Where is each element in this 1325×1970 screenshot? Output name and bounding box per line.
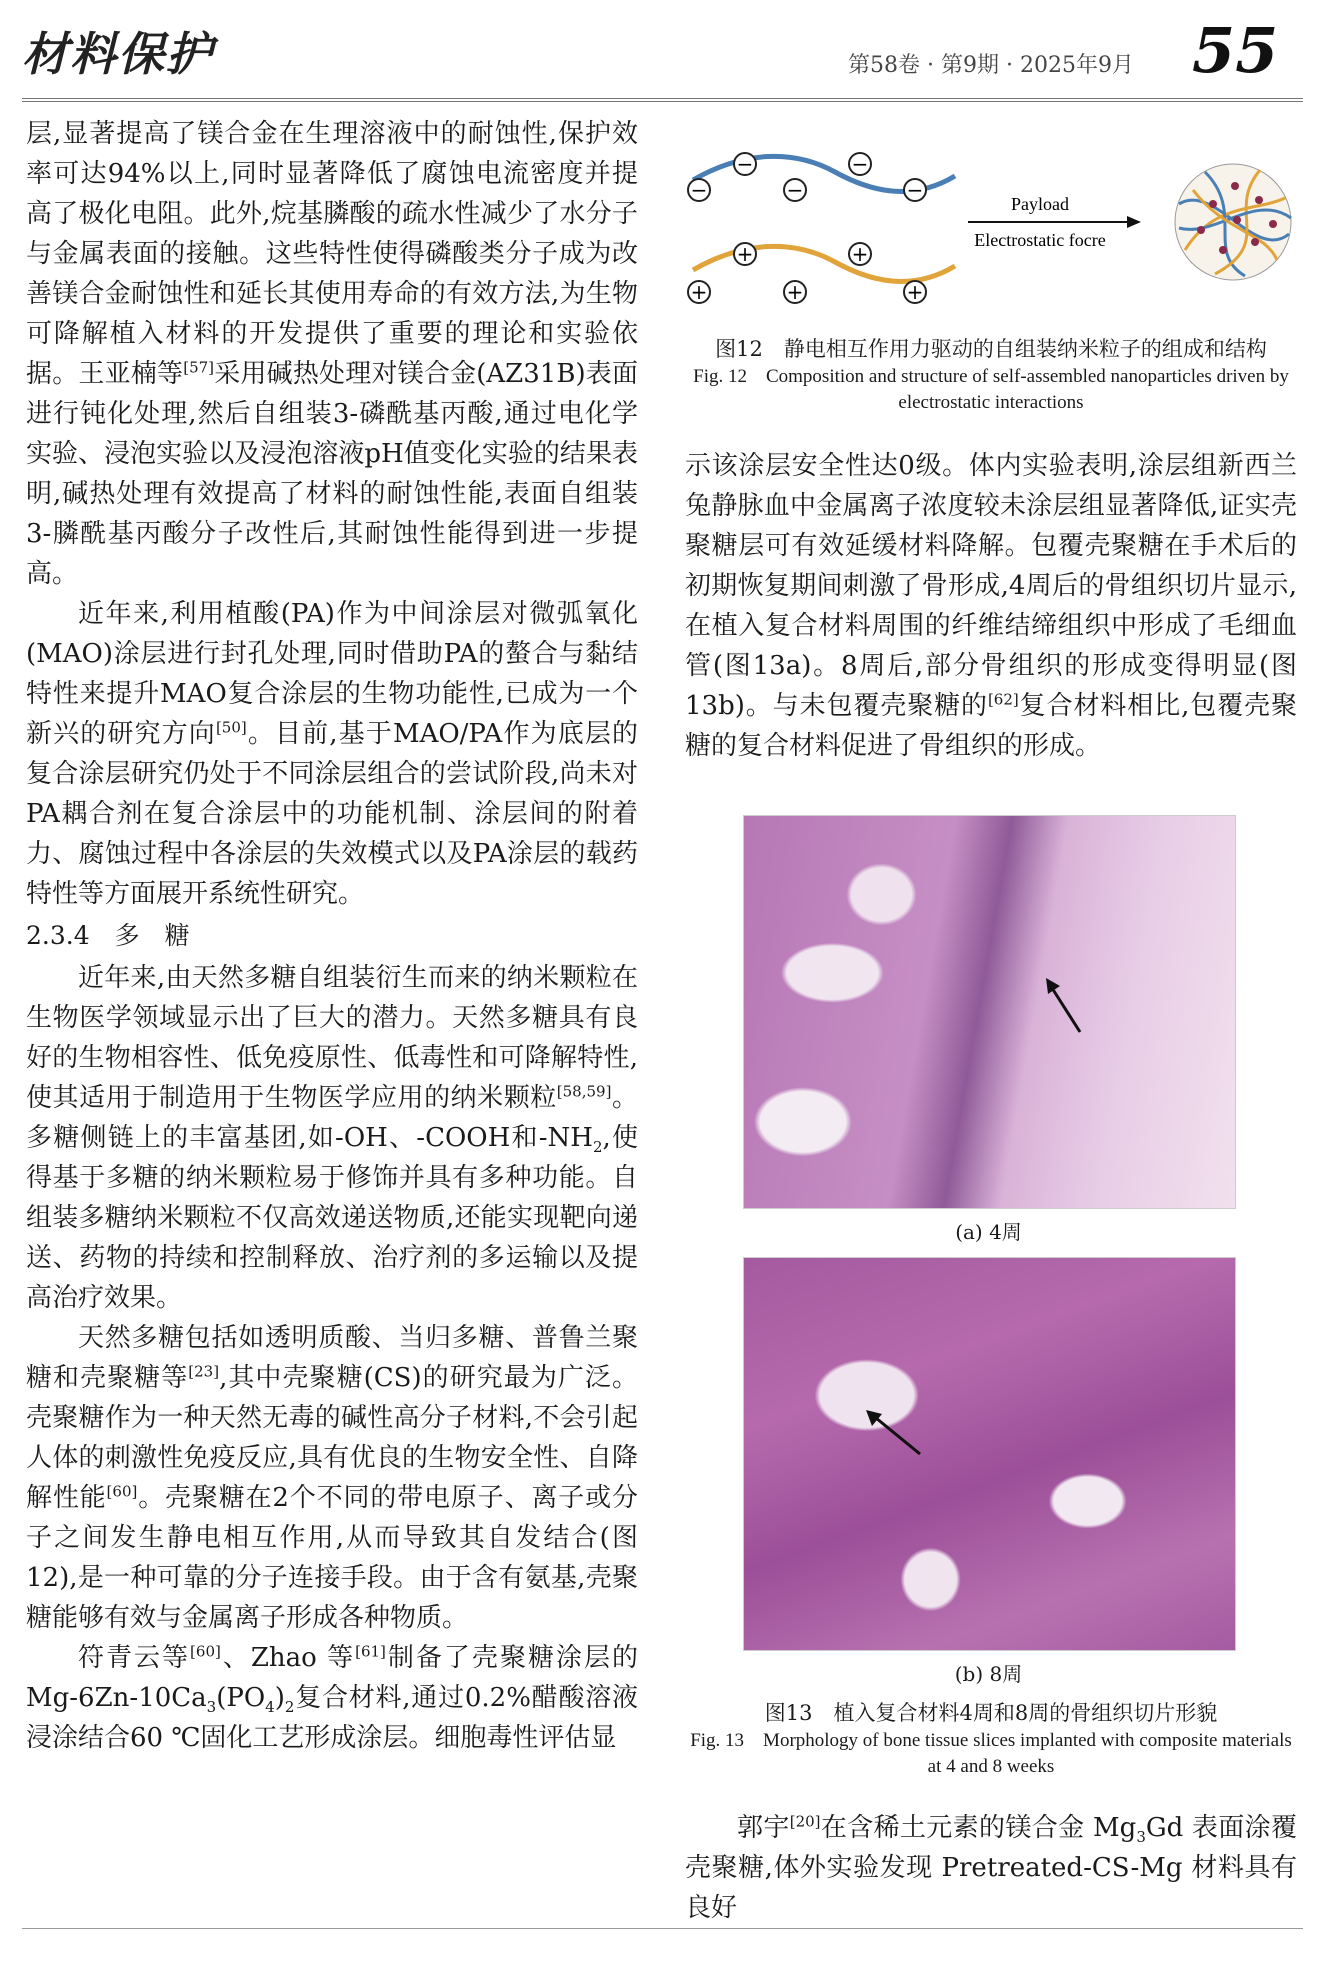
left-column (26, 114, 638, 1758)
svg-text:−: − (690, 178, 708, 202)
svg-text:−: − (851, 152, 869, 176)
issue-info: 第58卷 · 第9期 · 2025年9月 (848, 53, 1134, 78)
charge-plus (734, 242, 756, 266)
page-number: 55 (1192, 14, 1279, 87)
charge-minus (849, 152, 871, 176)
footer-rule (22, 1928, 1303, 1929)
charge-plus (688, 280, 710, 304)
section-heading: 2.3.4 多 糖 (26, 921, 190, 950)
nanoparticle-sphere (1175, 164, 1291, 280)
svg-text:−: − (906, 178, 924, 202)
journal-logo: 材料保护 (22, 27, 214, 81)
bone-slice-photo-8-weeks (743, 1257, 1236, 1651)
figure-12-diagram (685, 142, 1297, 322)
right-column-text (685, 446, 1297, 766)
charge-minus (784, 178, 806, 202)
caption-en: Fig. 12 Composition and structure of self-assembled nanoparticles driven by electrostatic interactions (693, 366, 1289, 413)
caption-cn: 图12 静电相互作用力驱动的自组装纳米粒子的组成和结构 (715, 337, 1267, 361)
citation: [60] (190, 1642, 221, 1661)
charge-plus (784, 280, 806, 304)
paragraph: 郭宇[20]在含稀土元素的镁合金 $Mg_3Gd$ 表面涂覆壳聚糖,体外实验发现 Pretreated-CS-Mg 材料具有良好 (685, 1812, 1297, 1923)
svg-text:−: − (736, 152, 754, 176)
positive-strand (693, 246, 955, 281)
figure-13b-label: (b) 8周 (954, 1662, 1023, 1686)
citation: [57] (183, 358, 215, 377)
paragraph: 天然多糖包括如透明质酸、当归多糖、普鲁兰聚糖和壳聚糖等[23],其中壳聚糖(CS)的研究最为广泛。壳聚糖作为一种天然无毒的碱性高分子材料,不会引起人体的刺激性免疫反应,具有优良的生物安全性、自降解性能[60]。壳聚糖在2个不同的带电原子、离子或分子之间发生静电相互作用,从而导致其自发结合(图12),是一种可靠的分子连接手段。由于含有氨基,壳聚糖能够有效与金属离子形成各种物质。 (26, 1323, 638, 1633)
svg-text:−: − (786, 178, 804, 202)
right-column-bottom (685, 1808, 1297, 1928)
citation: [58,59] (556, 1082, 612, 1101)
charge-plus (849, 242, 871, 266)
figure-13-caption (685, 1698, 1297, 1780)
svg-text:+: + (690, 280, 708, 304)
citation: [23] (188, 1362, 220, 1381)
svg-text:+: + (736, 242, 754, 266)
citation: [50] (215, 718, 247, 737)
citation: [61] (355, 1642, 386, 1661)
svg-text:+: + (786, 280, 804, 304)
paragraph: 层,显著提高了镁合金在生理溶液中的耐蚀性,保护效率可达94%以上,同时显著降低了腐蚀电流密度并提高了极化电阻。此外,烷基膦酸的疏水性减少了水分子与金属表面的接触。这些特性使得磷酸类分子成为改善镁合金耐蚀性和延长其使用寿命的有效方法,为生物可降解植入材料的开发提供了重要的理论和实验依据。王亚楠等[57]采用碱热处理对镁合金(AZ31B)表面进行钝化处理,然后自组装3-磷酰基丙酸,通过电化学实验、浸泡实验以及浸泡溶液pH值变化实验的结果表明,碱热处理有效提高了材料的耐蚀性能,表面自组装3-膦酰基丙酸分子改性后,其耐蚀性能得到进一步提高。 (26, 119, 638, 589)
citation: [62] (987, 690, 1019, 709)
charge-minus (734, 152, 756, 176)
caption-cn: 图13 植入复合材料4周和8周的骨组织切片形貌 (764, 1701, 1218, 1725)
paragraph: 近年来,由天然多糖自组装衍生而来的纳米颗粒在生物医学领域显示出了巨大的潜力。天然多糖具有良好的生物相容性、低免疫原性、低毒性和可降解特性,使其适用于制造用于生物医学应用的纳米颗粒[58,59]。多糖侧链上的丰富基团,如-OH、-COOH和$-NH_2$,使得基于多糖的纳米颗粒易于修饰并具有多种功能。自组装多糖纳米颗粒不仅高效递送物质,还能实现靶向递送、药物的持续和控制释放、治疗剂的多运输以及提高治疗效果。 (26, 963, 638, 1313)
charge-minus (904, 178, 926, 202)
caption-en: Fig. 13 Morphology of bone tissue slices implanted with composite materials at 4 and 8 weeks (690, 1730, 1292, 1777)
charge-plus (904, 280, 926, 304)
arrow-head-icon (1127, 216, 1141, 228)
citation: [20] (789, 1812, 821, 1831)
payload-label: Payload (1011, 194, 1069, 214)
figure-13a-label: (a) 4周 (955, 1220, 1022, 1244)
svg-text:+: + (851, 242, 869, 266)
citation: [60] (106, 1482, 138, 1501)
arrow-icon (864, 1408, 924, 1458)
paragraph: 符青云等[60]、Zhao 等[61]制备了壳聚糖涂层的$Mg-6Zn-10Ca_3(PO_4)_2$复合材料,通过0.2%醋酸溶液浸涂结合60 ℃固化工艺形成涂层。细胞毒性评估显 (26, 1642, 638, 1753)
paragraph: 示该涂层安全性达0级。体内实验表明,涂层组新西兰兔静脉血中金属离子浓度较未涂层组显著降低,证实壳聚糖层可有效延缓材料降解。包覆壳聚糖在手术后的初期恢复期间刺激了骨形成,4周后的骨组织切片显示,在植入复合材料周围的纤维结缔组织中形成了毛细血管(图13a)。8周后,部分骨组织的形成变得明显(图13b)。与未包覆壳聚糖的[62]复合材料相比,包覆壳聚糖的复合材料促进了骨组织的形成。 (685, 451, 1298, 761)
paragraph: 近年来,利用植酸(PA)作为中间涂层对微弧氧化(MAO)涂层进行封孔处理,同时借助PA的螯合与黏结特性来提升MAO复合涂层的生物功能性,已成为一个新兴的研究方向[50]。目前,基于MAO/PA作为底层的复合涂层研究仍处于不同涂层组合的尝试阶段,尚未对PA耦合剂在复合涂层中的功能机制、涂层间的附着力、腐蚀过程中各涂层的失效模式以及PA涂层的载药特性等方面展开系统性研究。 (26, 599, 638, 909)
charge-minus (688, 178, 710, 202)
header-rule (22, 98, 1303, 102)
figure-12-caption (685, 334, 1297, 416)
arrow-icon (1044, 976, 1084, 1036)
bone-slice-photo-4-weeks (743, 815, 1236, 1209)
force-label: Electrostatic focre (974, 230, 1106, 250)
svg-text:+: + (906, 280, 924, 304)
